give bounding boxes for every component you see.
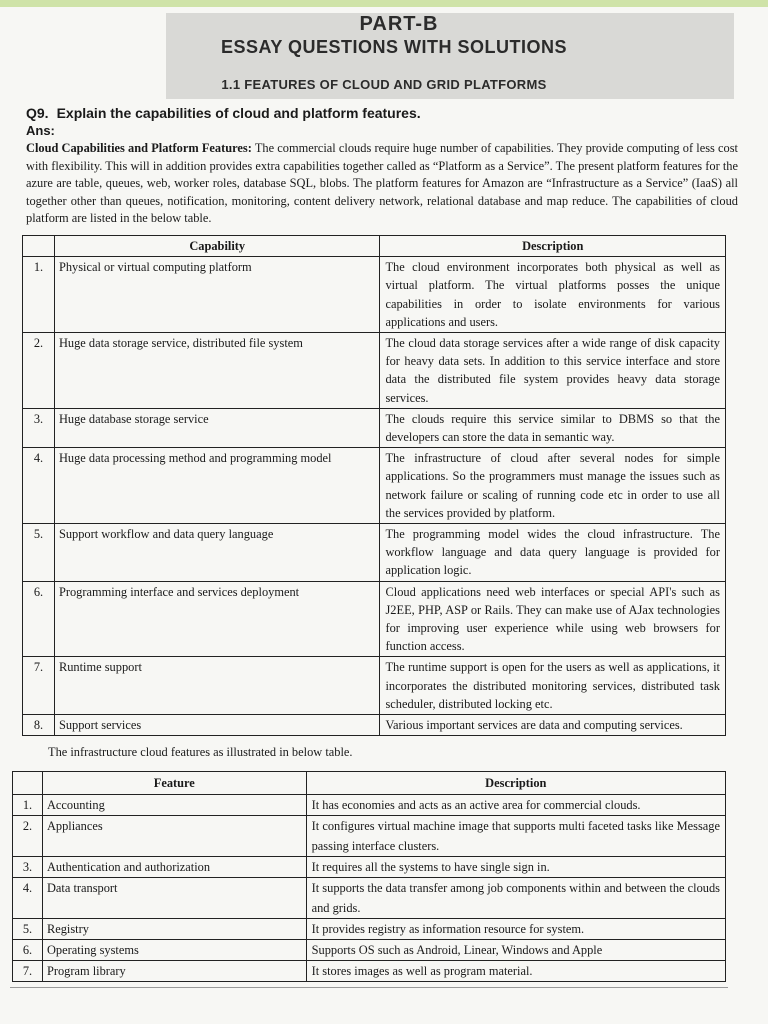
question-number: Q9. bbox=[26, 105, 49, 121]
feature-name: Program library bbox=[42, 961, 306, 982]
table-row bbox=[23, 524, 726, 582]
answer-label: Ans: bbox=[26, 123, 55, 138]
capability-name: Support workflow and data query language bbox=[54, 524, 380, 582]
intro-body: The commercial clouds require huge number of capabilities. They provide computing of less cost with flexibility. This will in addition provides extra capabilities together called as “Platform as a Service”. The present platform features for the azure are table, queues, web, worker roles, database SQL, blobs. The platform features for Amazon are “Infrastructure as a Service” (IaaS) all together other than queues, notification, monitoring, content delivery network, relational database and map reduce. The capabilities of cloud platform are listed in the below table. bbox=[26, 141, 738, 226]
bottom-rule bbox=[10, 987, 728, 988]
table-row bbox=[23, 715, 726, 736]
capability-name: Huge data processing method and programming model bbox=[54, 448, 380, 524]
table-row bbox=[23, 581, 726, 657]
row-description: Supports OS such as Android, Linear, Windows and Apple bbox=[306, 940, 725, 961]
intro-lead: Cloud Capabilities and Platform Features: bbox=[26, 141, 252, 155]
part-heading: PART-B bbox=[359, 13, 439, 35]
row-number: 4. bbox=[23, 448, 55, 524]
row-number: 6. bbox=[23, 581, 55, 657]
document-page bbox=[0, 7, 768, 1024]
row-description: The cloud data storage services after a wide range of disk capacity for heavy data sets. In addition to this service interface and store data the distributed file system provides heavy data storage services. bbox=[380, 333, 726, 409]
row-number: 8. bbox=[23, 715, 55, 736]
row-description: It supports the data transfer among job components within and between the clouds and grids. bbox=[306, 878, 725, 919]
intro-paragraph bbox=[26, 140, 738, 228]
feature-table-header bbox=[13, 772, 726, 795]
capability-name: Programming interface and services deployment bbox=[54, 581, 380, 657]
feature-name: Operating systems bbox=[42, 940, 306, 961]
table-row bbox=[23, 657, 726, 715]
capability-name: Huge database storage service bbox=[54, 408, 380, 447]
table-row bbox=[13, 919, 726, 940]
top-color-band bbox=[0, 0, 768, 7]
row-number: 2. bbox=[23, 333, 55, 409]
capability-table bbox=[22, 235, 726, 736]
header-description: Description bbox=[380, 236, 726, 257]
capability-table-header bbox=[23, 236, 726, 257]
row-number: 6. bbox=[13, 940, 43, 961]
row-description: The runtime support is open for the users as well as applications, it incorporates the distributed monitoring services, distributed task scheduler, distributed locking etc. bbox=[380, 657, 726, 715]
row-number: 3. bbox=[13, 857, 43, 878]
row-number: 7. bbox=[23, 657, 55, 715]
header-num bbox=[13, 772, 43, 795]
row-description: Various important services are data and computing services. bbox=[380, 715, 726, 736]
row-description: The programming model wides the cloud infrastructure. The workflow language and data query language is provided for application logic. bbox=[380, 524, 726, 582]
row-description: The infrastructure of cloud after several nodes for simple applications. So the programmers must manage the issues such as network failure or scaling of running code etc in order to use all the services provided by platform. bbox=[380, 448, 726, 524]
row-description: It stores images as well as program material. bbox=[306, 961, 725, 982]
row-description: It has economies and acts as an active area for commercial clouds. bbox=[306, 795, 725, 816]
row-number: 1. bbox=[23, 257, 55, 333]
header-num bbox=[23, 236, 55, 257]
header-feature: Feature bbox=[42, 772, 306, 795]
row-number: 5. bbox=[13, 919, 43, 940]
capability-name: Physical or virtual computing platform bbox=[54, 257, 380, 333]
feature-name: Accounting bbox=[42, 795, 306, 816]
capability-name: Huge data storage service, distributed file system bbox=[54, 333, 380, 409]
topic-heading: 1.1 FEATURES OF CLOUD AND GRID PLATFORMS bbox=[221, 77, 547, 92]
table-row bbox=[23, 333, 726, 409]
header-description: Description bbox=[306, 772, 725, 795]
row-description: It configures virtual machine image that supports multi faceted tasks like Message passing interface clusters. bbox=[306, 816, 725, 857]
table-row bbox=[13, 961, 726, 982]
table-row bbox=[13, 816, 726, 857]
row-number: 3. bbox=[23, 408, 55, 447]
feature-name: Data transport bbox=[42, 878, 306, 919]
row-description: The cloud environment incorporates both physical as well as virtual platform. The virtual platforms posses the unique capabilities in order to isolate environments for various applications and users. bbox=[380, 257, 726, 333]
row-number: 7. bbox=[13, 961, 43, 982]
table-row bbox=[13, 940, 726, 961]
table-row bbox=[23, 257, 726, 333]
table-row bbox=[23, 408, 726, 447]
table-row bbox=[13, 857, 726, 878]
question bbox=[26, 105, 421, 121]
table-row bbox=[23, 448, 726, 524]
row-description: The clouds require this service similar to DBMS so that the developers can store the data in semantic way. bbox=[380, 408, 726, 447]
feature-name: Appliances bbox=[42, 816, 306, 857]
row-number: 5. bbox=[23, 524, 55, 582]
table-row bbox=[13, 795, 726, 816]
table-row bbox=[13, 878, 726, 919]
row-number: 1. bbox=[13, 795, 43, 816]
row-description: It requires all the systems to have single sign in. bbox=[306, 857, 725, 878]
capability-name: Runtime support bbox=[54, 657, 380, 715]
row-description: Cloud applications need web interfaces or special API's such as J2EE, PHP, ASP or Rails. They can make use of AJax technologies for improving user experience while using web browsers for function access. bbox=[380, 581, 726, 657]
section-heading: ESSAY QUESTIONS WITH SOLUTIONS bbox=[220, 37, 568, 57]
row-description: It provides registry as information resource for system. bbox=[306, 919, 725, 940]
feature-name: Registry bbox=[42, 919, 306, 940]
row-number: 2. bbox=[13, 816, 43, 857]
row-number: 4. bbox=[13, 878, 43, 919]
question-text: Explain the capabilities of cloud and platform features. bbox=[56, 105, 421, 121]
capability-name: Support services bbox=[54, 715, 380, 736]
feature-name: Authentication and authorization bbox=[42, 857, 306, 878]
feature-intro-text: The infrastructure cloud features as illustrated in below table. bbox=[48, 745, 353, 759]
feature-table bbox=[12, 771, 726, 982]
header-capability: Capability bbox=[54, 236, 380, 257]
